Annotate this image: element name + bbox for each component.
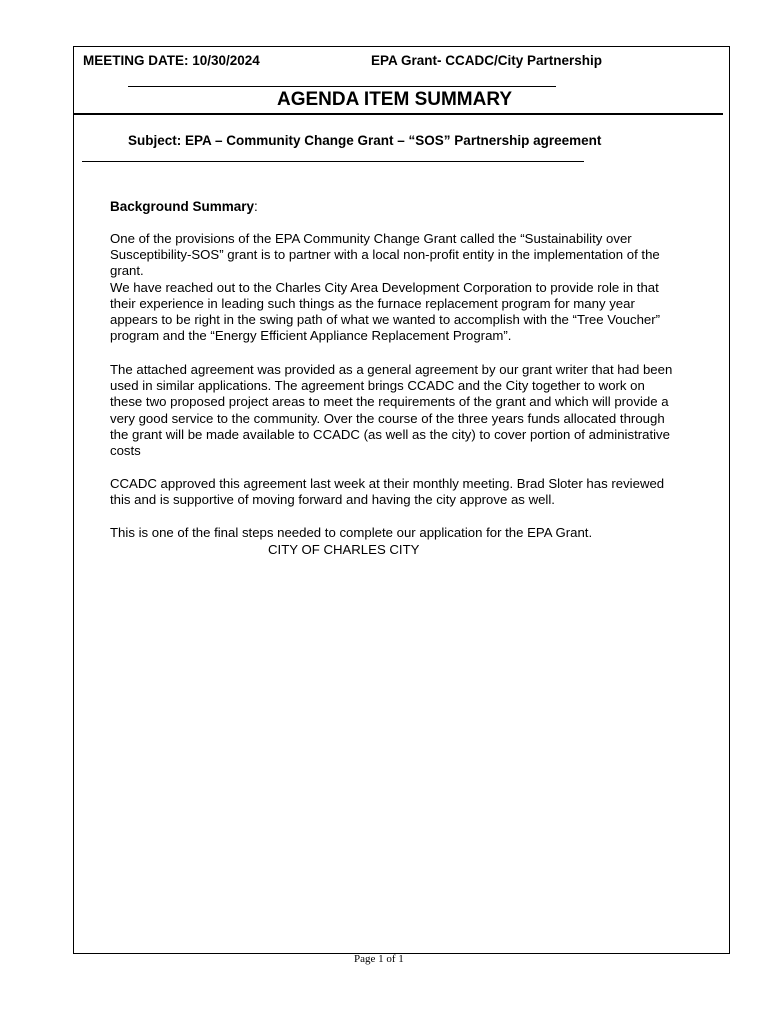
text-line: One of the provisions of the EPA Community Change Grant called the “Sustainability over xyxy=(110,231,632,246)
subject-line: Subject: EPA – Community Change Grant – “SOS” Partnership agreement xyxy=(128,133,602,148)
page-number: Page 1 of 1 xyxy=(354,953,404,965)
header-rule xyxy=(128,86,556,87)
text-line: Susceptibility-SOS” grant is to partner with a local non-profit entity in the implementation of the xyxy=(110,247,660,263)
background-heading-colon: : xyxy=(254,199,258,214)
text-line: used in similar applications. The agreement brings CCADC and the City together to work on xyxy=(110,378,645,394)
text-line: their experience in leading such things as the furnace replacement program for many year xyxy=(110,295,635,311)
text-line: CCADC approved this agreement last week at their monthly meeting. Brad Sloter has reviewed xyxy=(110,476,665,491)
background-paragraph-4 xyxy=(110,525,705,541)
organization-name: CITY OF CHARLES CITY xyxy=(268,542,420,557)
background-paragraph-2 xyxy=(110,362,705,459)
background-paragraph-3 xyxy=(110,476,705,508)
page-title: AGENDA ITEM SUMMARY xyxy=(277,89,513,110)
text-line: This is one of the final steps needed to complete our application for the EPA Grant. xyxy=(110,525,593,540)
text-line: this and is supportive of moving forward and having the city approve as well. xyxy=(110,492,555,508)
text-line: appears to be right in the swing path of what we wanted to accomplish with the “Tree Voucher” xyxy=(110,312,661,328)
text-line: costs xyxy=(110,443,141,459)
text-line: grant. xyxy=(110,263,144,279)
title-rule xyxy=(74,113,723,115)
text-line: The attached agreement was provided as a general agreement by our grant writer that had been xyxy=(110,362,673,377)
text-line: these two proposed project areas to meet the requirements of the grant and which will provide a xyxy=(110,394,669,410)
text-line: very good service to the community. Over the course of the three years funds allocated through xyxy=(110,410,665,426)
project-name: EPA Grant- CCADC/City Partnership xyxy=(371,53,603,68)
subject-rule xyxy=(82,161,584,162)
text-line: We have reached out to the Charles City Area Development Corporation to provide role in that xyxy=(110,279,659,295)
background-paragraph-1 xyxy=(110,231,705,344)
meeting-date: MEETING DATE: 10/30/2024 xyxy=(83,53,260,68)
background-heading xyxy=(110,199,258,214)
background-heading-label: Background Summary xyxy=(110,199,255,214)
text-line: program and the “Energy Efficient Appliance Replacement Program”. xyxy=(110,328,512,344)
text-line: the grant will be made available to CCADC (as well as the city) to cover portion of administrative xyxy=(110,426,670,442)
